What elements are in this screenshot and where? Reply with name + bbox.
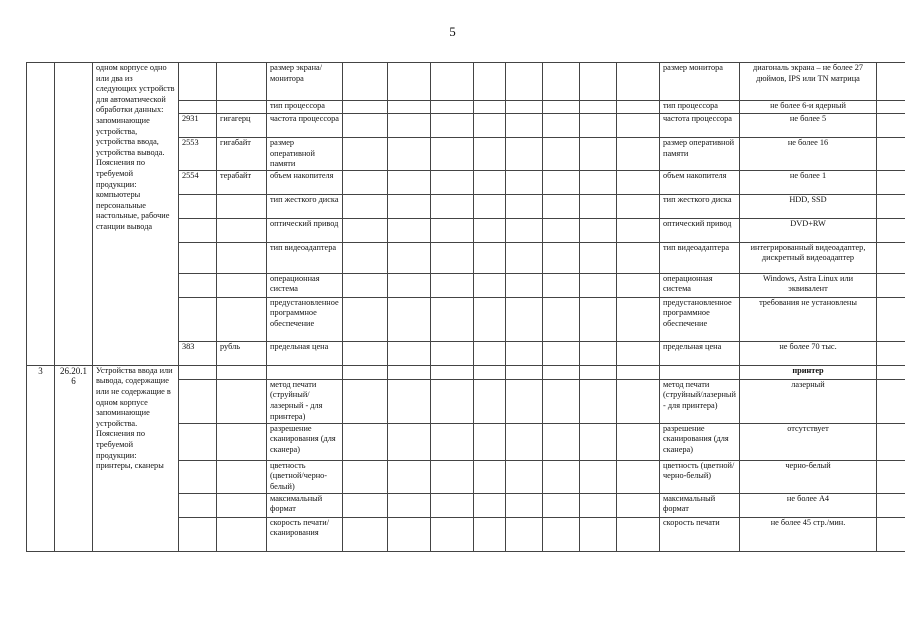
empty-cell	[506, 423, 543, 460]
empty-cell	[431, 379, 474, 423]
okpd-code-cell: 26.20.16	[55, 365, 93, 551]
empty-cell	[474, 242, 506, 273]
empty-cell	[543, 101, 580, 114]
empty-cell	[617, 170, 660, 194]
empty-cell	[506, 101, 543, 114]
empty-cell	[474, 63, 506, 101]
empty-cell	[388, 379, 431, 423]
empty-cell	[543, 493, 580, 517]
empty-cell	[474, 273, 506, 297]
empty-cell	[543, 341, 580, 365]
empty-cell	[580, 460, 617, 493]
empty-cell	[474, 365, 506, 379]
empty-cell	[431, 114, 474, 138]
page-number: 5	[449, 24, 456, 39]
characteristic-name: частота процессора	[267, 114, 343, 138]
requirement-value: DVD+RW	[740, 218, 877, 242]
unit-name	[217, 273, 267, 297]
empty-cell	[580, 273, 617, 297]
empty-cell	[543, 517, 580, 551]
empty-cell	[506, 297, 543, 341]
requirement-name: максимальный формат	[660, 493, 740, 517]
empty-cell	[431, 460, 474, 493]
empty-cell	[617, 341, 660, 365]
empty-cell	[877, 170, 905, 194]
empty-cell	[431, 297, 474, 341]
empty-cell	[431, 194, 474, 218]
requirement-value: не более А4	[740, 493, 877, 517]
product-type-header: принтер	[740, 365, 877, 379]
requirement-name: тип процессора	[660, 101, 740, 114]
empty-cell	[617, 242, 660, 273]
empty-cell	[388, 460, 431, 493]
unit-name	[217, 194, 267, 218]
empty-cell	[474, 423, 506, 460]
empty-cell	[506, 194, 543, 218]
empty-cell	[877, 365, 905, 379]
characteristic-name: тип процессора	[267, 101, 343, 114]
empty-cell	[877, 297, 905, 341]
characteristic-name: разрешение сканирования (для сканера)	[267, 423, 343, 460]
empty-cell	[543, 365, 580, 379]
requirement-name: объем накопителя	[660, 170, 740, 194]
empty-cell	[543, 138, 580, 171]
empty-cell	[543, 273, 580, 297]
empty-cell	[343, 63, 388, 101]
empty-cell	[431, 218, 474, 242]
okei-code: 383	[179, 341, 217, 365]
okei-code: 2931	[179, 114, 217, 138]
empty-cell	[217, 365, 267, 379]
empty-cell	[431, 423, 474, 460]
row-number-cell: 3	[27, 365, 55, 551]
unit-name: рубль	[217, 341, 267, 365]
empty-cell	[617, 194, 660, 218]
empty-cell	[506, 114, 543, 138]
empty-cell	[431, 138, 474, 171]
empty-cell	[617, 63, 660, 101]
product-description: Устройства ввода или вывода, содержащие или не содержащие в одном корпусе запоминающие устройства. Пояснения по требуемой продукции: принтеры, сканеры	[93, 365, 179, 551]
characteristic-name: размер экрана/монитора	[267, 63, 343, 101]
product-description: одном корпусе одно или два из следующих устройств для автоматической обработки данных: запоминающие устройства, устройства ввода, устройства вывода. Пояснения по требуемой продукции: компьютеры персональные настольные, рабочие станции вывода	[93, 63, 179, 366]
empty-cell	[580, 218, 617, 242]
okei-code	[179, 493, 217, 517]
requirement-value: не более 70 тыс.	[740, 341, 877, 365]
empty-cell	[877, 114, 905, 138]
empty-cell	[543, 242, 580, 273]
requirement-name: размер монитора	[660, 63, 740, 101]
empty-cell	[431, 273, 474, 297]
empty-cell	[474, 297, 506, 341]
empty-cell	[617, 101, 660, 114]
requirement-value: не более 16	[740, 138, 877, 171]
empty-cell	[877, 517, 905, 551]
okei-code	[179, 101, 217, 114]
empty-cell	[474, 170, 506, 194]
empty-cell	[431, 242, 474, 273]
empty-cell	[343, 297, 388, 341]
unit-name	[217, 493, 267, 517]
empty-cell	[877, 242, 905, 273]
empty-cell	[388, 138, 431, 171]
empty-cell	[431, 517, 474, 551]
empty-cell	[617, 138, 660, 171]
empty-cell	[543, 379, 580, 423]
empty-cell	[431, 341, 474, 365]
requirement-value: HDD, SSD	[740, 194, 877, 218]
empty-cell	[580, 138, 617, 171]
empty-cell	[617, 517, 660, 551]
empty-cell	[474, 341, 506, 365]
empty-cell	[877, 423, 905, 460]
empty-cell	[388, 101, 431, 114]
unit-name	[217, 101, 267, 114]
empty-cell	[506, 170, 543, 194]
empty-cell	[506, 218, 543, 242]
requirement-name: цветность (цветной/черно-белый)	[660, 460, 740, 493]
empty-cell	[617, 493, 660, 517]
empty-cell	[388, 341, 431, 365]
requirement-value: лазерный	[740, 379, 877, 423]
requirement-name: тип видеоадаптера	[660, 242, 740, 273]
specification-table	[26, 62, 905, 552]
empty-cell	[877, 379, 905, 423]
unit-name	[217, 379, 267, 423]
empty-cell	[660, 365, 740, 379]
empty-cell	[543, 170, 580, 194]
empty-cell	[343, 242, 388, 273]
empty-cell	[431, 365, 474, 379]
empty-cell	[474, 493, 506, 517]
okei-code	[179, 379, 217, 423]
empty-cell	[343, 460, 388, 493]
requirement-value: не более 6-и ядерный	[740, 101, 877, 114]
characteristic-name: максимальный формат	[267, 493, 343, 517]
empty-cell	[580, 114, 617, 138]
empty-cell	[617, 273, 660, 297]
requirement-value: отсутствует	[740, 423, 877, 460]
empty-cell	[617, 218, 660, 242]
unit-name	[217, 218, 267, 242]
unit-name	[217, 517, 267, 551]
okei-code	[179, 423, 217, 460]
okei-code	[179, 242, 217, 273]
requirement-name: частота процессора	[660, 114, 740, 138]
requirement-name: предустановленное программное обеспечение	[660, 297, 740, 341]
table-row	[27, 365, 905, 379]
requirement-value: черно-белый	[740, 460, 877, 493]
empty-cell	[580, 242, 617, 273]
empty-cell	[343, 218, 388, 242]
unit-name: гигабайт	[217, 138, 267, 171]
empty-cell	[343, 101, 388, 114]
table-row	[27, 63, 905, 101]
empty-cell	[543, 423, 580, 460]
empty-cell	[543, 63, 580, 101]
characteristic-name: предустановленное программное обеспечение	[267, 297, 343, 341]
empty-cell	[506, 63, 543, 101]
requirement-value: Windows, Astra Linux или эквивалент	[740, 273, 877, 297]
empty-cell	[474, 218, 506, 242]
okei-code: 2553	[179, 138, 217, 171]
empty-cell	[617, 460, 660, 493]
empty-cell	[543, 460, 580, 493]
empty-cell	[431, 63, 474, 101]
unit-name: терабайт	[217, 170, 267, 194]
empty-cell	[343, 114, 388, 138]
empty-cell	[431, 101, 474, 114]
empty-cell	[267, 365, 343, 379]
empty-cell	[506, 493, 543, 517]
okei-code	[179, 273, 217, 297]
empty-cell	[580, 170, 617, 194]
empty-cell	[474, 379, 506, 423]
empty-cell	[388, 273, 431, 297]
characteristic-name: операционная система	[267, 273, 343, 297]
requirement-value: интегрированный видеоадаптер, дискретный видеоадаптер	[740, 242, 877, 273]
empty-cell	[506, 273, 543, 297]
empty-cell	[580, 63, 617, 101]
empty-cell	[388, 63, 431, 101]
empty-cell	[580, 493, 617, 517]
empty-cell	[388, 218, 431, 242]
empty-cell	[343, 493, 388, 517]
empty-cell	[388, 114, 431, 138]
empty-cell	[388, 170, 431, 194]
requirement-value: требования не установлены	[740, 297, 877, 341]
characteristic-name: метод печати (струйный/лазерный - для принтера)	[267, 379, 343, 423]
requirement-value: не более 5	[740, 114, 877, 138]
unit-name	[217, 242, 267, 273]
empty-cell	[474, 138, 506, 171]
empty-cell	[388, 365, 431, 379]
empty-cell	[474, 114, 506, 138]
empty-cell	[617, 365, 660, 379]
requirement-name: операционная система	[660, 273, 740, 297]
empty-cell	[580, 341, 617, 365]
empty-cell	[580, 194, 617, 218]
empty-cell	[506, 517, 543, 551]
empty-cell	[543, 114, 580, 138]
empty-cell	[580, 379, 617, 423]
requirement-name: метод печати (струйный/лазерный - для принтера)	[660, 379, 740, 423]
characteristic-name: объем накопителя	[267, 170, 343, 194]
empty-cell	[617, 114, 660, 138]
unit-name: гигагерц	[217, 114, 267, 138]
empty-cell	[343, 138, 388, 171]
empty-cell	[343, 517, 388, 551]
empty-cell	[506, 138, 543, 171]
characteristic-name: тип видеоадаптера	[267, 242, 343, 273]
characteristic-name: размер оперативной памяти	[267, 138, 343, 171]
requirement-name: предельная цена	[660, 341, 740, 365]
empty-cell	[543, 194, 580, 218]
requirement-name: оптический привод	[660, 218, 740, 242]
requirement-value: не более 1	[740, 170, 877, 194]
okei-code	[179, 63, 217, 101]
requirement-name: тип жесткого диска	[660, 194, 740, 218]
empty-cell	[343, 194, 388, 218]
empty-cell	[543, 297, 580, 341]
empty-cell	[617, 379, 660, 423]
row-number-cell	[27, 63, 55, 366]
empty-cell	[877, 341, 905, 365]
requirement-value: диагональ экрана – не более 27 дюймов, IPS или TN матрица	[740, 63, 877, 101]
empty-cell	[580, 423, 617, 460]
empty-cell	[388, 242, 431, 273]
empty-cell	[431, 170, 474, 194]
empty-cell	[343, 273, 388, 297]
empty-cell	[388, 423, 431, 460]
empty-cell	[617, 297, 660, 341]
empty-cell	[506, 379, 543, 423]
empty-cell	[343, 341, 388, 365]
requirement-name: размер оперативной памяти	[660, 138, 740, 171]
empty-cell	[506, 341, 543, 365]
empty-cell	[877, 101, 905, 114]
requirement-name: скорость печати	[660, 517, 740, 551]
empty-cell	[506, 365, 543, 379]
empty-cell	[474, 194, 506, 218]
empty-cell	[388, 493, 431, 517]
empty-cell	[877, 138, 905, 171]
okei-code	[179, 194, 217, 218]
empty-cell	[506, 242, 543, 273]
okei-code	[179, 218, 217, 242]
empty-cell	[580, 101, 617, 114]
empty-cell	[877, 194, 905, 218]
requirement-value: не более 45 стр./мин.	[740, 517, 877, 551]
characteristic-name: предельная цена	[267, 341, 343, 365]
okei-code	[179, 517, 217, 551]
empty-cell	[388, 297, 431, 341]
empty-cell	[343, 170, 388, 194]
empty-cell	[543, 218, 580, 242]
empty-cell	[580, 297, 617, 341]
okei-code: 2554	[179, 170, 217, 194]
characteristic-name: оптический привод	[267, 218, 343, 242]
unit-name	[217, 423, 267, 460]
characteristic-name: цветность (цветной/черно-белый)	[267, 460, 343, 493]
empty-cell	[388, 517, 431, 551]
empty-cell	[877, 493, 905, 517]
empty-cell	[877, 218, 905, 242]
empty-cell	[877, 273, 905, 297]
empty-cell	[474, 101, 506, 114]
empty-cell	[474, 517, 506, 551]
okei-code	[179, 297, 217, 341]
empty-cell	[474, 460, 506, 493]
empty-cell	[877, 460, 905, 493]
empty-cell	[580, 517, 617, 551]
empty-cell	[506, 460, 543, 493]
empty-cell	[877, 63, 905, 101]
empty-cell	[617, 423, 660, 460]
empty-cell	[580, 365, 617, 379]
empty-cell	[431, 493, 474, 517]
empty-cell	[343, 423, 388, 460]
characteristic-name: скорость печати/сканирования	[267, 517, 343, 551]
characteristic-name: тип жесткого диска	[267, 194, 343, 218]
empty-cell	[179, 365, 217, 379]
requirement-name: разрешение сканирования (для сканера)	[660, 423, 740, 460]
okpd-code-cell	[55, 63, 93, 366]
unit-name	[217, 63, 267, 101]
empty-cell	[343, 379, 388, 423]
okei-code	[179, 460, 217, 493]
empty-cell	[388, 194, 431, 218]
empty-cell	[343, 365, 388, 379]
unit-name	[217, 460, 267, 493]
unit-name	[217, 297, 267, 341]
